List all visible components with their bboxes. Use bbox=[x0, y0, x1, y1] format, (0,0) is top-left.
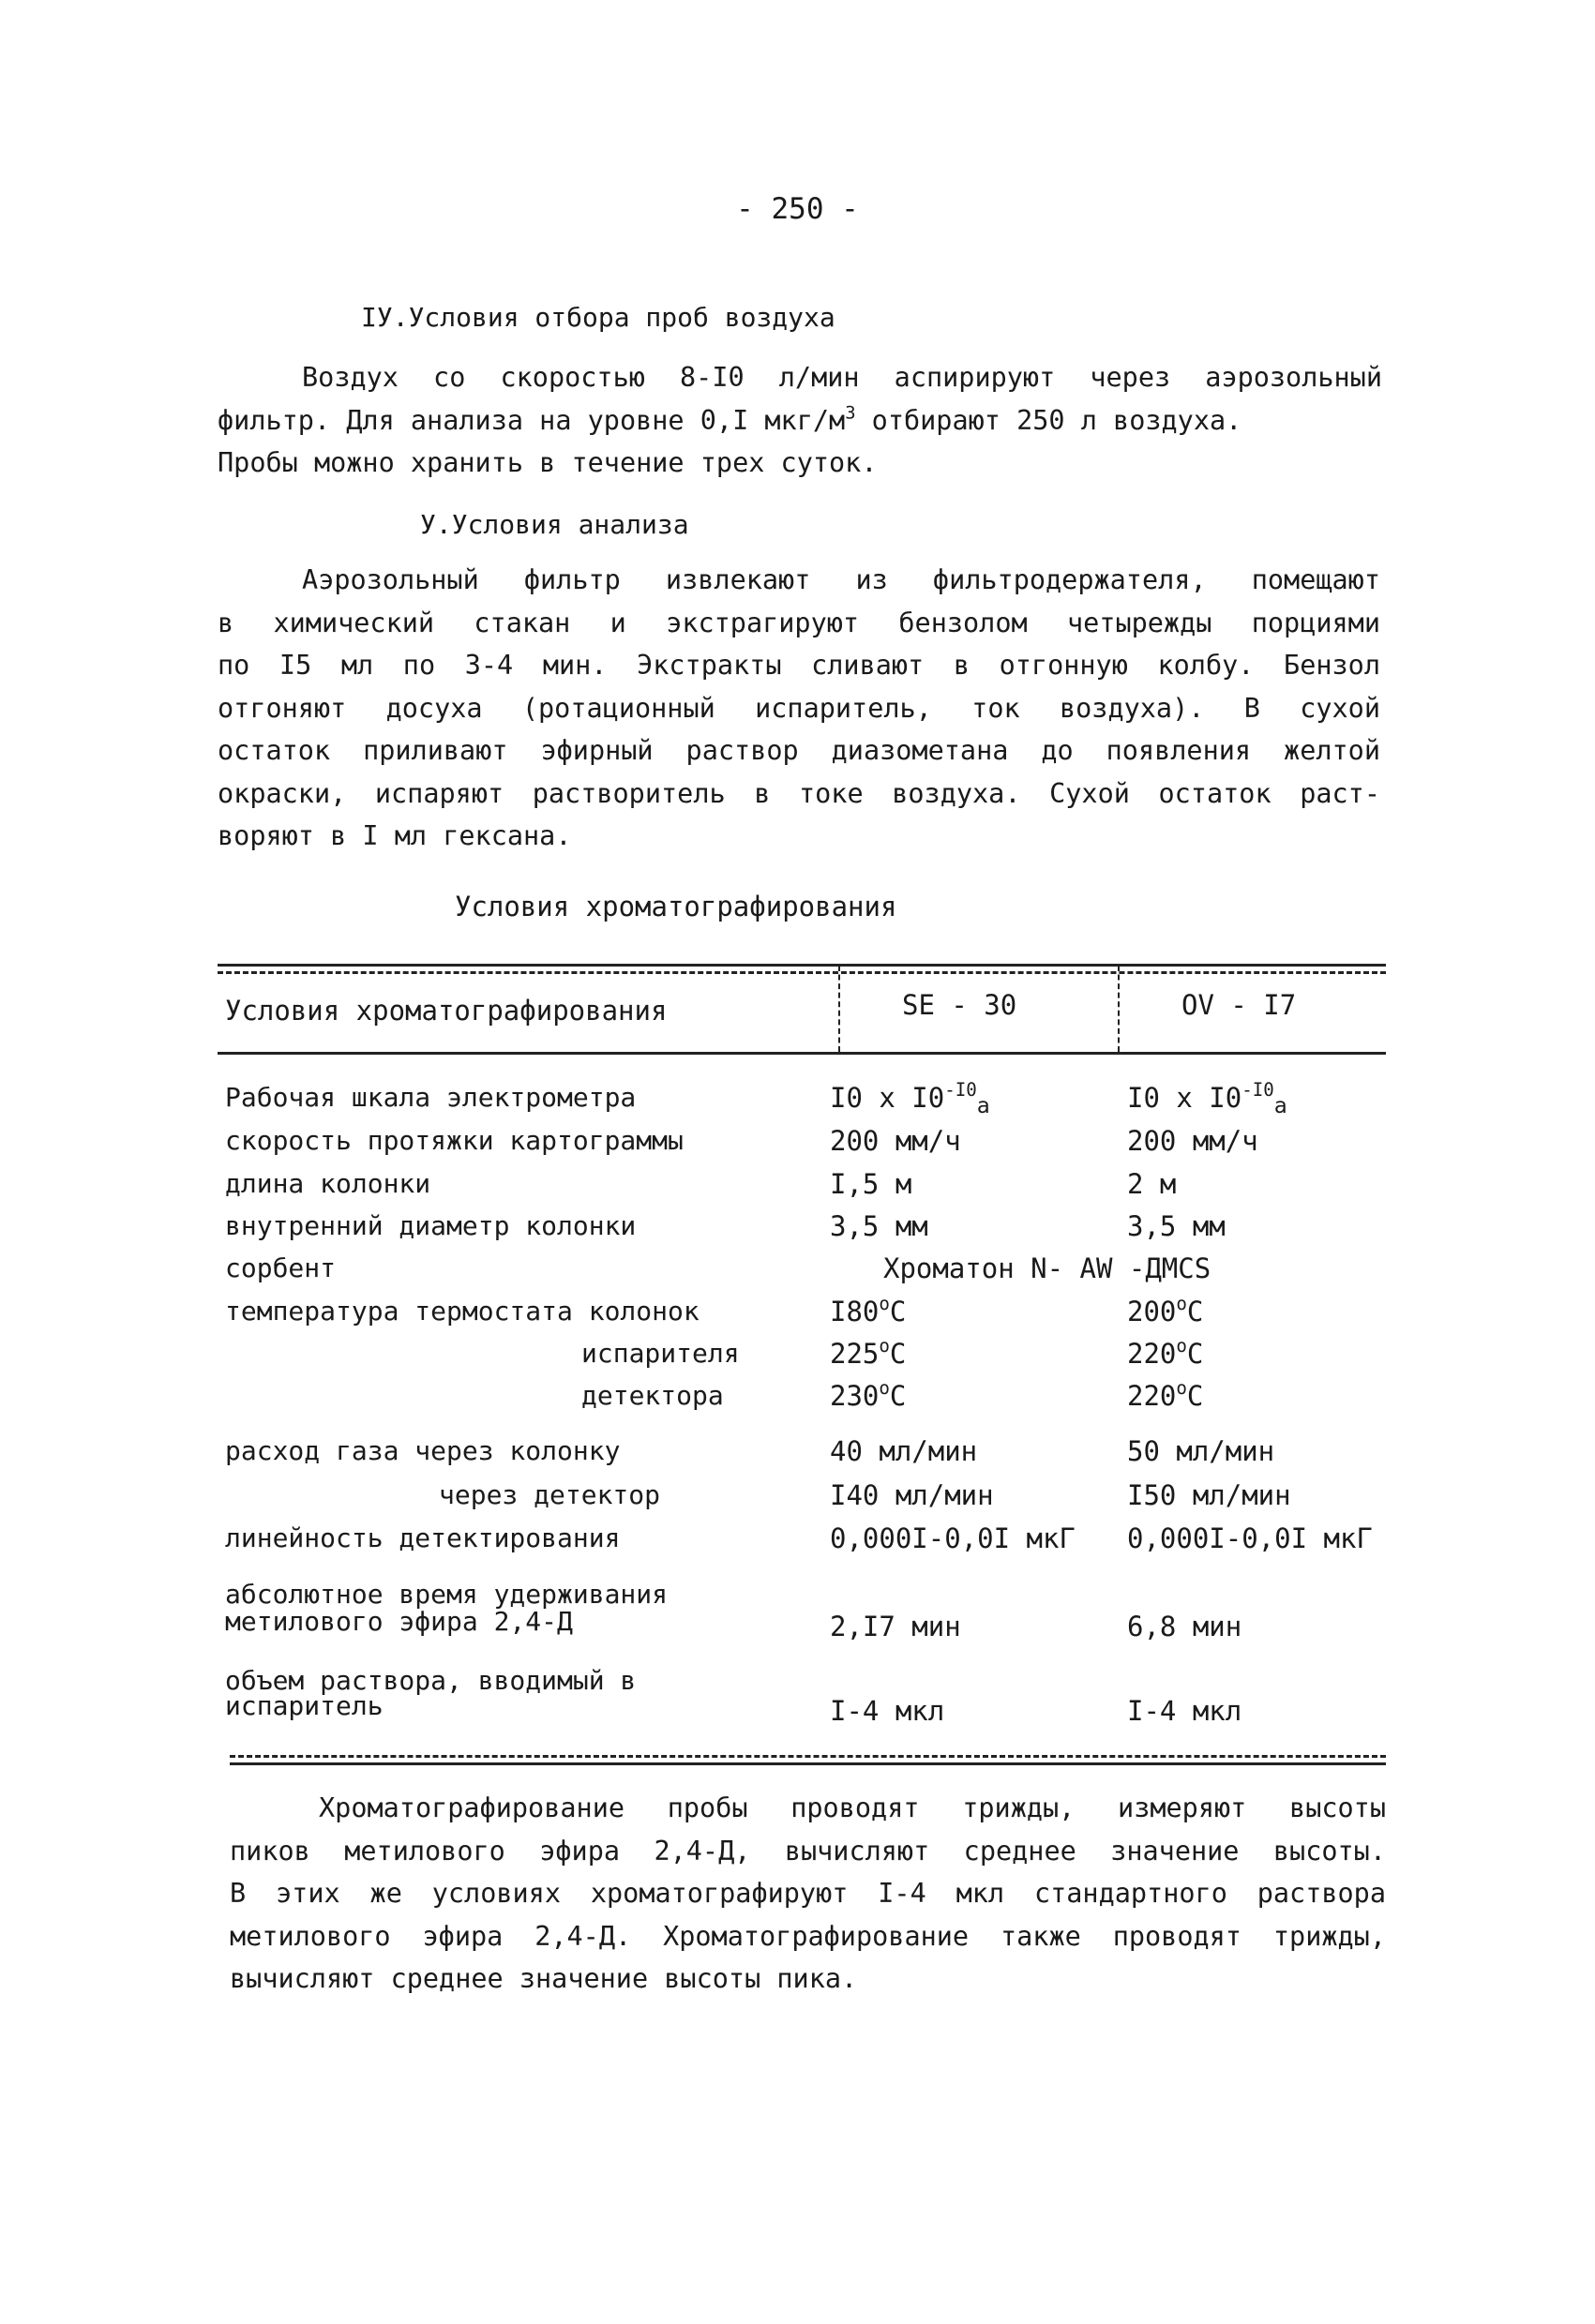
table-row-label: детектора bbox=[581, 1380, 724, 1411]
table-cell-se30: I40 мл/мин bbox=[830, 1479, 994, 1511]
table-row-label: через детектор bbox=[439, 1479, 661, 1510]
paragraph-line: вычисляют среднее значение высоты пика. bbox=[230, 1963, 858, 1994]
table-cell-se30 bbox=[830, 1293, 907, 1327]
paragraph-line: остаток приливают эфирный раствор диазометана до появления желтой bbox=[218, 735, 1380, 766]
cell-value: 230 bbox=[830, 1380, 880, 1412]
paragraph-line: отгоняют досуха (ротационный испаритель, ток воздуха). В сухой bbox=[218, 692, 1380, 724]
header-ov17: OV - I7 bbox=[1181, 989, 1297, 1021]
paragraph-line: В этих же условиях хроматографируют I-4 мкл стандартного раствора bbox=[230, 1878, 1386, 1909]
paragraph-line: метилового эфира 2,4-Д. Хроматографирование также проводят трижды, bbox=[230, 1920, 1386, 1952]
table-row-label: температура термостата колонок bbox=[225, 1296, 700, 1327]
paragraph-line: Хроматографирование пробы проводят трижды, измеряют высоты bbox=[319, 1792, 1386, 1823]
table-cell-ov17: I-4 мкл bbox=[1127, 1695, 1242, 1727]
degree-mark: o bbox=[879, 1377, 890, 1400]
table-row-label: скорость протяжки картограммы bbox=[225, 1125, 684, 1156]
table-cell-se30: I,5 м bbox=[830, 1168, 912, 1200]
table-header-rule bbox=[218, 1052, 1386, 1055]
section-4-heading: IУ.Условия отбора проб воздуха bbox=[361, 302, 835, 333]
table-cell-se30: I-4 мкл bbox=[830, 1695, 945, 1727]
paragraph-line: воряют в I мл гексана. bbox=[218, 820, 572, 851]
cell-value: 225 bbox=[830, 1338, 880, 1370]
cell-unit: C bbox=[1186, 1338, 1204, 1370]
table-cell-ov17: 0,000I-0,0I мкГ bbox=[1127, 1522, 1373, 1554]
cell-value: 200 bbox=[1127, 1296, 1177, 1327]
header-conditions: Условия хроматографирования bbox=[225, 995, 668, 1027]
table-cell-se30: 0,000I-0,0I мкГ bbox=[830, 1522, 1076, 1554]
degree-mark: o bbox=[1176, 1377, 1187, 1400]
table-cell-se30: 200 мм/ч bbox=[830, 1125, 961, 1157]
paragraph-line: Воздух со скоростью 8-I0 л/мин аспирируют через аэрозольный bbox=[302, 362, 1382, 393]
degree-mark: o bbox=[879, 1293, 890, 1315]
superscript-cubic: 3 bbox=[845, 402, 856, 423]
table-top-rule bbox=[218, 964, 1386, 967]
cell-value: 220 bbox=[1127, 1338, 1177, 1370]
table-cell-ov17 bbox=[1127, 1335, 1204, 1370]
paragraph-line: пиков метилового эфира 2,4-Д, вычисляют среднее значение высоты. bbox=[230, 1835, 1386, 1867]
cell-unit: C bbox=[889, 1380, 907, 1412]
paragraph-line: окраски, испаряют растворитель в токе воздуха. Сухой остаток раст- bbox=[218, 777, 1380, 809]
table-caption: Условия хроматографирования bbox=[455, 891, 897, 922]
column-separator bbox=[838, 966, 840, 1052]
cell-value: 220 bbox=[1127, 1380, 1177, 1412]
cell-unit: C bbox=[1186, 1296, 1204, 1327]
table-cell-ov17: 6,8 мин bbox=[1127, 1611, 1242, 1642]
degree-mark: o bbox=[1176, 1293, 1187, 1315]
degree-mark: o bbox=[879, 1335, 890, 1357]
table-row-label: объем раствора, вводимый в bbox=[225, 1665, 637, 1696]
cell-unit: C bbox=[889, 1338, 907, 1370]
table-cell-ov17 bbox=[1127, 1377, 1204, 1412]
table-row-label-continued: испаритель bbox=[225, 1690, 384, 1721]
table-bottom-rule-dashed bbox=[230, 1755, 1386, 1758]
table-row-label: расход газа через колонку bbox=[225, 1435, 621, 1466]
table-cell-se30: 3,5 мм bbox=[830, 1210, 928, 1242]
paragraph-line: Пробы можно хранить в течение трех суток. bbox=[218, 447, 878, 478]
paragraph-line: по I5 мл по 3-4 мин. Экстракты сливают в отгонную колбу. Бензол bbox=[218, 650, 1380, 681]
table-row-label: абсолютное время удерживания bbox=[225, 1579, 669, 1610]
table-cell-both: Хроматон N- AW -ДМСS bbox=[883, 1252, 1211, 1284]
table-cell-se30 bbox=[830, 1377, 907, 1412]
paragraph-line bbox=[218, 399, 1382, 442]
cell-unit: C bbox=[1186, 1380, 1204, 1412]
section-4-paragraph bbox=[218, 356, 1382, 485]
cell-value: I0 x I0 bbox=[1127, 1082, 1242, 1114]
paragraph-line: в химический стакан и экстрагируют бензолом четырежды порциями bbox=[218, 607, 1380, 638]
table-row-label: длина колонки bbox=[225, 1168, 431, 1199]
table-row-label: сорбент bbox=[225, 1252, 337, 1283]
table-cell-ov17: 3,5 мм bbox=[1127, 1210, 1226, 1242]
cell-value: I0 x I0 bbox=[830, 1082, 945, 1114]
table-cell-ov17: I50 мл/мин bbox=[1127, 1479, 1291, 1511]
table-cell-ov17 bbox=[1127, 1079, 1287, 1118]
paragraph-line-text: фильтр. Для анализа на уровне 0,I мкг/м bbox=[218, 404, 846, 436]
paragraph-line-text: отбирают 250 л воздуха. bbox=[855, 404, 1242, 436]
table-cell-ov17 bbox=[1127, 1293, 1204, 1327]
table-row-label-continued: метилового эфира 2,4-Д bbox=[225, 1606, 573, 1637]
table-row-label: линейность детектирования bbox=[225, 1522, 621, 1553]
table-top-rule-dashed bbox=[218, 971, 1386, 974]
table-row-label: испарителя bbox=[581, 1338, 740, 1369]
closing-paragraph bbox=[230, 1787, 1386, 2001]
header-se30: SE - 30 bbox=[902, 989, 1017, 1021]
cell-exponent: -I0 bbox=[1241, 1079, 1274, 1102]
table-cell-ov17: 2 м bbox=[1127, 1168, 1177, 1200]
column-separator bbox=[1118, 966, 1120, 1052]
table-row-label: Рабочая шкала электрометра bbox=[225, 1082, 637, 1113]
table-cell-se30: 2,I7 мин bbox=[830, 1611, 961, 1642]
cell-subscript: a bbox=[1273, 1092, 1287, 1118]
cell-value: I80 bbox=[830, 1296, 880, 1327]
table-bottom-rule bbox=[230, 1762, 1386, 1765]
paragraph-line: Аэрозольный фильтр извлекают из фильтродержателя, помещают bbox=[302, 564, 1380, 595]
cell-subscript: a bbox=[976, 1092, 990, 1118]
table-cell-ov17: 50 мл/мин bbox=[1127, 1435, 1275, 1467]
table-cell-se30 bbox=[830, 1335, 907, 1370]
table-cell-se30 bbox=[830, 1079, 990, 1118]
cell-unit: C bbox=[889, 1296, 907, 1327]
section-5-heading: У.Условия анализа bbox=[420, 509, 689, 540]
table-row-label: внутренний диаметр колонки bbox=[225, 1210, 637, 1241]
cell-exponent: -I0 bbox=[944, 1079, 977, 1102]
page-number: - 250 - bbox=[736, 192, 859, 226]
table-cell-se30: 40 мл/мин bbox=[830, 1435, 978, 1467]
degree-mark: o bbox=[1176, 1335, 1187, 1357]
table-cell-ov17: 200 мм/ч bbox=[1127, 1125, 1258, 1157]
section-5-paragraph bbox=[218, 559, 1380, 858]
